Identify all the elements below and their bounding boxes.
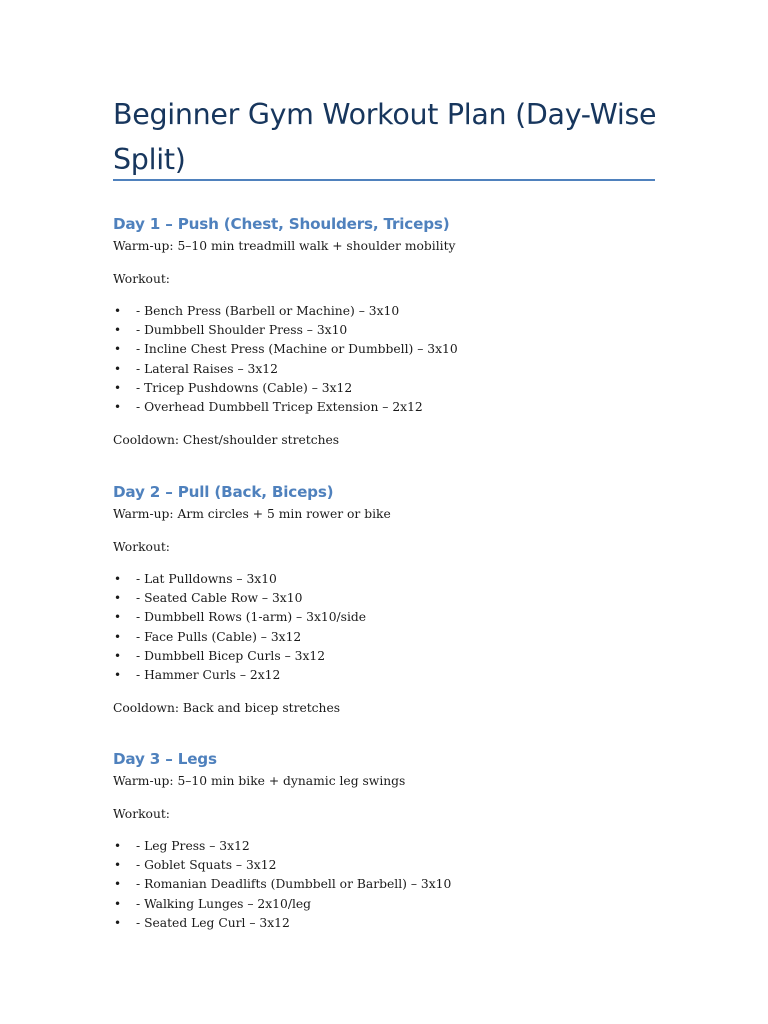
exercise-text: - Face Pulls (Cable) – 3x12 xyxy=(136,629,302,644)
exercise-text: - Romanian Deadlifts (Dumbbell or Barbell) – 3x10 xyxy=(136,877,452,892)
exercise-text: - Dumbbell Bicep Curls – 3x12 xyxy=(136,648,326,663)
exercise-text: - Leg Press – 3x12 xyxy=(136,839,250,853)
bullet-icon: • xyxy=(114,361,122,376)
bullet-icon: • xyxy=(114,572,122,586)
list-item xyxy=(113,589,673,608)
day-1-heading: Day 1 – Push (Chest, Shoulders, Triceps) xyxy=(113,215,450,233)
bullet-icon: • xyxy=(114,380,122,395)
exercise-text: - Hammer Curls – 2x12 xyxy=(136,667,281,682)
bullet-icon: • xyxy=(114,629,122,644)
day-2-cooldown: Cooldown: Back and bicep stretches xyxy=(113,701,341,716)
list-item xyxy=(113,666,673,685)
exercise-text: - Incline Chest Press (Machine or Dumbbell) – 3x10 xyxy=(136,342,458,357)
list-item xyxy=(113,608,673,627)
list-item xyxy=(113,321,673,340)
bullet-icon: • xyxy=(114,896,122,911)
bullet-icon: • xyxy=(114,342,122,357)
title-underline xyxy=(113,179,655,181)
list-item xyxy=(113,837,673,856)
bullet-icon: • xyxy=(114,591,122,606)
day-2-workout-label: Workout: xyxy=(113,540,170,554)
exercise-text: - Dumbbell Shoulder Press – 3x10 xyxy=(136,323,348,338)
bullet-icon: • xyxy=(114,839,122,853)
list-item xyxy=(113,875,673,894)
day-3-heading: Day 3 – Legs xyxy=(113,750,217,768)
list-item xyxy=(113,856,673,875)
day-3-exercise-list xyxy=(113,837,673,933)
exercise-text: - Overhead Dumbbell Tricep Extension – 2x12 xyxy=(136,399,423,414)
exercise-text: - Bench Press (Barbell or Machine) – 3x10 xyxy=(136,304,400,318)
day-2-warmup: Warm-up: Arm circles + 5 min rower or bike xyxy=(113,507,391,521)
bullet-icon: • xyxy=(114,667,122,682)
exercise-text: - Walking Lunges – 2x10/leg xyxy=(136,896,312,911)
exercise-text: - Dumbbell Rows (1-arm) – 3x10/side xyxy=(136,610,367,625)
list-item xyxy=(113,647,673,666)
list-item xyxy=(113,914,673,933)
day-3-warmup: Warm-up: 5–10 min bike + dynamic leg swings xyxy=(113,774,406,788)
bullet-icon: • xyxy=(114,323,122,338)
list-item xyxy=(113,302,673,321)
list-item xyxy=(113,398,673,417)
list-item xyxy=(113,628,673,647)
list-item xyxy=(113,340,673,359)
bullet-icon: • xyxy=(114,610,122,625)
day-3-section xyxy=(113,747,673,933)
day-1-warmup: Warm-up: 5–10 min treadmill walk + shoulder mobility xyxy=(113,239,456,253)
exercise-text: - Lat Pulldowns – 3x10 xyxy=(136,572,277,586)
exercise-text: - Seated Leg Curl – 3x12 xyxy=(136,915,290,930)
day-1-cooldown: Cooldown: Chest/shoulder stretches xyxy=(113,433,340,448)
list-item xyxy=(113,895,673,914)
day-2-heading: Day 2 – Pull (Back, Biceps) xyxy=(113,483,334,501)
exercise-text: - Goblet Squats – 3x12 xyxy=(136,858,277,873)
document-title: Beginner Gym Workout Plan (Day-Wise Split) xyxy=(113,98,657,176)
exercise-text: - Seated Cable Row – 3x10 xyxy=(136,591,303,606)
list-item xyxy=(113,379,673,398)
day-1-exercise-list xyxy=(113,302,673,417)
bullet-icon: • xyxy=(114,648,122,663)
list-item xyxy=(113,360,673,379)
day-1-section xyxy=(113,212,673,450)
list-item xyxy=(113,570,673,589)
bullet-icon: • xyxy=(114,877,122,892)
day-2-section xyxy=(113,480,673,718)
day-1-workout-label: Workout: xyxy=(113,272,170,286)
bullet-icon: • xyxy=(114,858,122,873)
day-2-exercise-list xyxy=(113,570,673,685)
exercise-text: - Tricep Pushdowns (Cable) – 3x12 xyxy=(136,380,353,395)
bullet-icon: • xyxy=(114,304,122,318)
day-3-workout-label: Workout: xyxy=(113,807,170,821)
bullet-icon: • xyxy=(114,399,122,414)
bullet-icon: • xyxy=(114,915,122,930)
exercise-text: - Lateral Raises – 3x12 xyxy=(136,361,278,376)
